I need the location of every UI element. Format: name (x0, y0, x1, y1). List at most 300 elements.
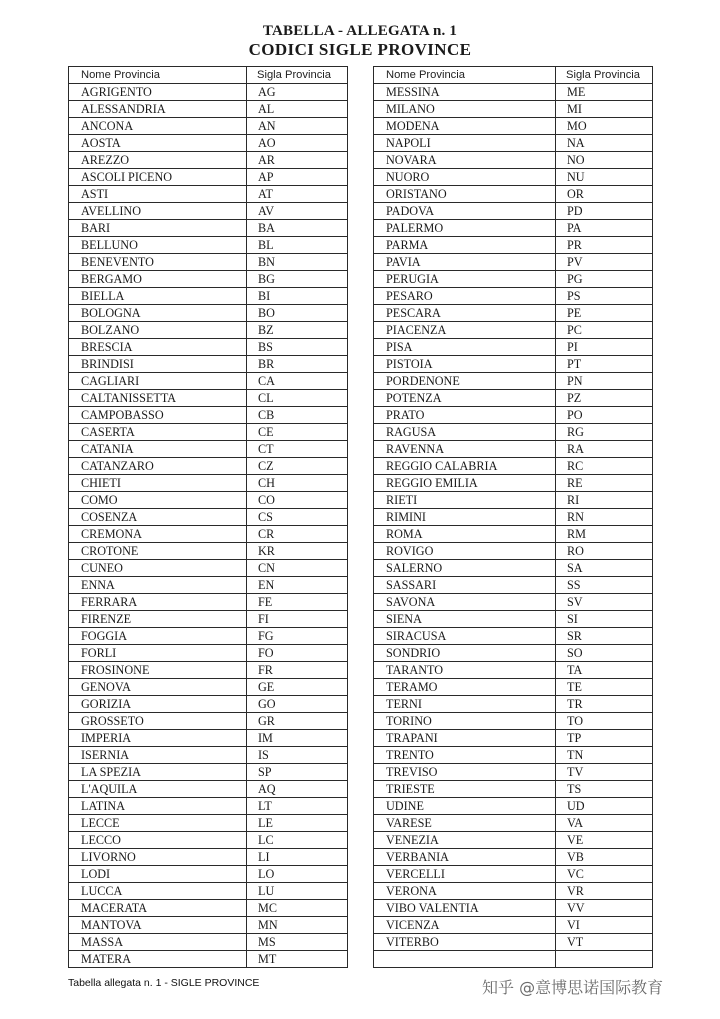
province-code-cell: PR (556, 237, 653, 254)
table-row (69, 628, 348, 645)
province-code-cell: RE (556, 475, 653, 492)
table-row (69, 135, 348, 152)
province-name-cell: PALERMO (374, 220, 556, 237)
province-code-cell: LO (247, 866, 348, 883)
table-row (69, 611, 348, 628)
province-name-cell: PAVIA (374, 254, 556, 271)
province-code-cell: VC (556, 866, 653, 883)
table-row (69, 764, 348, 781)
province-name-cell: PRATO (374, 407, 556, 424)
province-code-cell: IM (247, 730, 348, 747)
table-row (69, 492, 348, 509)
province-name-cell: FROSINONE (69, 662, 247, 679)
document-subtitle: CODICI SIGLE PROVINCE (248, 40, 472, 59)
province-name-cell: LIVORNO (69, 849, 247, 866)
province-code-cell: MI (556, 101, 653, 118)
province-name-cell: VENEZIA (374, 832, 556, 849)
province-code-cell: AR (247, 152, 348, 169)
province-name-cell: FERRARA (69, 594, 247, 611)
province-name-cell: NAPOLI (374, 135, 556, 152)
province-code-cell: AO (247, 135, 348, 152)
table-row (374, 730, 653, 747)
table-row (374, 492, 653, 509)
province-code-cell: MS (247, 934, 348, 951)
province-code-cell: SS (556, 577, 653, 594)
province-code-cell: CN (247, 560, 348, 577)
province-code-cell: RA (556, 441, 653, 458)
province-code-cell: MN (247, 917, 348, 934)
table-row (374, 407, 653, 424)
table-row (69, 577, 348, 594)
table-row (69, 356, 348, 373)
province-code-cell: BL (247, 237, 348, 254)
province-code-cell: PN (556, 373, 653, 390)
table-row (69, 271, 348, 288)
province-code-cell: NO (556, 152, 653, 169)
table-row (374, 645, 653, 662)
province-name-cell: UDINE (374, 798, 556, 815)
table-row (69, 747, 348, 764)
province-code-cell: BZ (247, 322, 348, 339)
province-code-cell: TP (556, 730, 653, 747)
table-row (69, 934, 348, 951)
province-name-cell (374, 951, 556, 968)
province-name-cell: BRINDISI (69, 356, 247, 373)
table-row (374, 628, 653, 645)
province-name-cell: ROVIGO (374, 543, 556, 560)
province-code-cell: SR (556, 628, 653, 645)
province-code-cell: LI (247, 849, 348, 866)
province-name-cell: COMO (69, 492, 247, 509)
province-code-cell: BN (247, 254, 348, 271)
province-name-cell: VIBO VALENTIA (374, 900, 556, 917)
table-row (69, 84, 348, 101)
table-row (374, 577, 653, 594)
table-row (69, 220, 348, 237)
table-row (69, 237, 348, 254)
table-header-row (374, 67, 653, 84)
province-code-cell: BA (247, 220, 348, 237)
table-row (69, 866, 348, 883)
table-row (69, 883, 348, 900)
province-name-cell: CREMONA (69, 526, 247, 543)
province-name-cell: MATERA (69, 951, 247, 968)
table-row (69, 645, 348, 662)
province-code-cell: CO (247, 492, 348, 509)
province-name-cell: CASERTA (69, 424, 247, 441)
province-table-left (68, 66, 348, 968)
province-name-cell: IMPERIA (69, 730, 247, 747)
table-row (69, 305, 348, 322)
table-row (69, 288, 348, 305)
table-row (374, 662, 653, 679)
province-name-cell: VERCELLI (374, 866, 556, 883)
header-province-code: Sigla Provincia (247, 67, 348, 84)
province-code-cell: CR (247, 526, 348, 543)
province-name-cell: BOLZANO (69, 322, 247, 339)
province-code-cell: TS (556, 781, 653, 798)
table-row (69, 458, 348, 475)
province-code-cell: FO (247, 645, 348, 662)
province-name-cell: CAGLIARI (69, 373, 247, 390)
province-code-cell: AP (247, 169, 348, 186)
province-name-cell: LODI (69, 866, 247, 883)
table-row (69, 798, 348, 815)
province-name-cell: VERONA (374, 883, 556, 900)
province-code-cell: RO (556, 543, 653, 560)
table-row (69, 118, 348, 135)
province-name-cell: CATANZARO (69, 458, 247, 475)
province-code-cell: NU (556, 169, 653, 186)
province-name-cell: TRIESTE (374, 781, 556, 798)
table-row (374, 594, 653, 611)
province-name-cell: SONDRIO (374, 645, 556, 662)
table-row (374, 118, 653, 135)
table-row (374, 322, 653, 339)
province-code-cell: PI (556, 339, 653, 356)
table-row (374, 271, 653, 288)
province-code-cell: PD (556, 203, 653, 220)
table-row (374, 526, 653, 543)
province-name-cell: AREZZO (69, 152, 247, 169)
table-row (69, 951, 348, 968)
table-row (374, 254, 653, 271)
province-name-cell: BARI (69, 220, 247, 237)
table-row (374, 679, 653, 696)
province-name-cell: PARMA (374, 237, 556, 254)
province-name-cell: SIENA (374, 611, 556, 628)
province-code-cell: LT (247, 798, 348, 815)
province-name-cell: RIETI (374, 492, 556, 509)
table-row (69, 322, 348, 339)
province-code-cell: AV (247, 203, 348, 220)
province-code-cell: UD (556, 798, 653, 815)
province-name-cell: AGRIGENTO (69, 84, 247, 101)
table-row (69, 560, 348, 577)
province-name-cell: PISA (374, 339, 556, 356)
province-name-cell: MODENA (374, 118, 556, 135)
province-code-cell: OR (556, 186, 653, 203)
table-row (374, 356, 653, 373)
table-row (374, 203, 653, 220)
province-name-cell: PESARO (374, 288, 556, 305)
header-province-name: Nome Provincia (374, 67, 556, 84)
table-row (374, 764, 653, 781)
table-row (69, 475, 348, 492)
province-name-cell: TRENTO (374, 747, 556, 764)
province-name-cell: VARESE (374, 815, 556, 832)
table-row (374, 339, 653, 356)
province-code-cell: PV (556, 254, 653, 271)
province-code-cell: VV (556, 900, 653, 917)
province-name-cell: RAVENNA (374, 441, 556, 458)
province-code-cell: MO (556, 118, 653, 135)
province-code-cell: CE (247, 424, 348, 441)
province-name-cell: BERGAMO (69, 271, 247, 288)
table-row (374, 475, 653, 492)
table-row (374, 152, 653, 169)
province-name-cell: LUCCA (69, 883, 247, 900)
province-code-cell: CB (247, 407, 348, 424)
table-row (374, 560, 653, 577)
province-name-cell: NOVARA (374, 152, 556, 169)
province-code-cell: BI (247, 288, 348, 305)
province-name-cell: PERUGIA (374, 271, 556, 288)
province-code-cell: SI (556, 611, 653, 628)
province-code-cell: EN (247, 577, 348, 594)
province-name-cell: ORISTANO (374, 186, 556, 203)
province-name-cell: TRAPANI (374, 730, 556, 747)
province-code-cell: TN (556, 747, 653, 764)
province-name-cell: PISTOIA (374, 356, 556, 373)
table-row (69, 526, 348, 543)
province-name-cell: TERAMO (374, 679, 556, 696)
table-row (69, 679, 348, 696)
province-name-cell: ASTI (69, 186, 247, 203)
table-row (374, 832, 653, 849)
province-code-cell: RN (556, 509, 653, 526)
table-row (69, 815, 348, 832)
province-code-cell: VB (556, 849, 653, 866)
table-row (374, 288, 653, 305)
province-code-cell: BS (247, 339, 348, 356)
province-name-cell: LATINA (69, 798, 247, 815)
province-name-cell: TREVISO (374, 764, 556, 781)
province-name-cell: BELLUNO (69, 237, 247, 254)
province-code-cell: AG (247, 84, 348, 101)
table-row (374, 305, 653, 322)
province-name-cell: AVELLINO (69, 203, 247, 220)
province-name-cell: MANTOVA (69, 917, 247, 934)
province-code-cell: VR (556, 883, 653, 900)
province-name-cell: LECCO (69, 832, 247, 849)
province-code-cell: BO (247, 305, 348, 322)
province-name-cell: FORLI (69, 645, 247, 662)
table-row (69, 101, 348, 118)
table-row (69, 203, 348, 220)
table-row (374, 237, 653, 254)
table-row (374, 713, 653, 730)
province-code-cell: AQ (247, 781, 348, 798)
province-name-cell: PADOVA (374, 203, 556, 220)
province-code-cell: RG (556, 424, 653, 441)
province-code-cell: CS (247, 509, 348, 526)
province-code-cell: KR (247, 543, 348, 560)
table-row (69, 373, 348, 390)
table-row (374, 458, 653, 475)
province-name-cell: FIRENZE (69, 611, 247, 628)
table-row (69, 713, 348, 730)
table-row (69, 781, 348, 798)
province-code-cell: PO (556, 407, 653, 424)
province-code-cell: RM (556, 526, 653, 543)
table-row (69, 169, 348, 186)
province-code-cell: GO (247, 696, 348, 713)
table-row (374, 900, 653, 917)
province-name-cell: L'AQUILA (69, 781, 247, 798)
province-code-cell: AT (247, 186, 348, 203)
province-code-cell: VT (556, 934, 653, 951)
province-name-cell: LA SPEZIA (69, 764, 247, 781)
province-code-cell: TE (556, 679, 653, 696)
province-code-cell: FE (247, 594, 348, 611)
table-row (69, 509, 348, 526)
province-name-cell: PESCARA (374, 305, 556, 322)
table-row (69, 696, 348, 713)
province-name-cell: BENEVENTO (69, 254, 247, 271)
province-name-cell: BOLOGNA (69, 305, 247, 322)
table-row (374, 747, 653, 764)
province-code-cell: MC (247, 900, 348, 917)
table-row (69, 390, 348, 407)
province-code-cell: LC (247, 832, 348, 849)
table-row (69, 849, 348, 866)
province-name-cell: REGGIO EMILIA (374, 475, 556, 492)
province-code-cell: TO (556, 713, 653, 730)
province-code-cell: PG (556, 271, 653, 288)
province-code-cell: VA (556, 815, 653, 832)
table-row (374, 84, 653, 101)
table-row (374, 917, 653, 934)
province-code-cell: FG (247, 628, 348, 645)
table-row (69, 730, 348, 747)
province-code-cell: PE (556, 305, 653, 322)
province-code-cell: RC (556, 458, 653, 475)
province-code-cell: RI (556, 492, 653, 509)
province-name-cell: SIRACUSA (374, 628, 556, 645)
province-code-cell: PZ (556, 390, 653, 407)
province-code-cell: AL (247, 101, 348, 118)
table-row (69, 152, 348, 169)
province-name-cell: CHIETI (69, 475, 247, 492)
province-code-cell: VI (556, 917, 653, 934)
province-code-cell: CA (247, 373, 348, 390)
table-row (69, 543, 348, 560)
table-row (374, 186, 653, 203)
province-code-cell: PC (556, 322, 653, 339)
province-code-cell: GE (247, 679, 348, 696)
province-code-cell (556, 951, 653, 968)
province-name-cell: POTENZA (374, 390, 556, 407)
table-row (69, 424, 348, 441)
province-name-cell: MASSA (69, 934, 247, 951)
province-table-right (373, 66, 653, 968)
table-row (69, 900, 348, 917)
province-name-cell: TERNI (374, 696, 556, 713)
table-row (374, 696, 653, 713)
header-province-name: Nome Provincia (69, 67, 247, 84)
table-row (69, 832, 348, 849)
province-name-cell: NUORO (374, 169, 556, 186)
province-code-cell: CL (247, 390, 348, 407)
table-row (374, 849, 653, 866)
province-code-cell: TR (556, 696, 653, 713)
province-code-cell: SP (247, 764, 348, 781)
footer-caption: Tabella allegata n. 1 - SIGLE PROVINCE (68, 977, 260, 989)
province-name-cell: GROSSETO (69, 713, 247, 730)
table-row (69, 186, 348, 203)
province-name-cell: ANCONA (69, 118, 247, 135)
province-name-cell: ISERNIA (69, 747, 247, 764)
province-name-cell: ALESSANDRIA (69, 101, 247, 118)
province-name-cell: RAGUSA (374, 424, 556, 441)
table-row (374, 543, 653, 560)
province-code-cell: VE (556, 832, 653, 849)
province-name-cell: BIELLA (69, 288, 247, 305)
table-row (69, 662, 348, 679)
province-code-cell: BR (247, 356, 348, 373)
province-name-cell: ENNA (69, 577, 247, 594)
province-code-cell: PA (556, 220, 653, 237)
header-province-code: Sigla Provincia (556, 67, 653, 84)
province-name-cell: VITERBO (374, 934, 556, 951)
province-name-cell: ASCOLI PICENO (69, 169, 247, 186)
province-code-cell: PS (556, 288, 653, 305)
province-code-cell: LE (247, 815, 348, 832)
table-row (374, 135, 653, 152)
table-row (69, 594, 348, 611)
table-header-row (69, 67, 348, 84)
table-row (374, 866, 653, 883)
province-code-cell: FR (247, 662, 348, 679)
document-title: TABELLA - ALLEGATA n. 1 (262, 23, 458, 39)
province-code-cell: SA (556, 560, 653, 577)
province-code-cell: SO (556, 645, 653, 662)
province-code-cell: PT (556, 356, 653, 373)
table-row (374, 798, 653, 815)
table-row (374, 509, 653, 526)
province-code-cell: AN (247, 118, 348, 135)
province-name-cell: GORIZIA (69, 696, 247, 713)
table-row (69, 254, 348, 271)
province-name-cell: SAVONA (374, 594, 556, 611)
province-code-cell: NA (556, 135, 653, 152)
watermark-text: 知乎 @意博思诺国际教育 (482, 978, 664, 997)
table-row (374, 373, 653, 390)
province-name-cell: REGGIO CALABRIA (374, 458, 556, 475)
province-name-cell: TORINO (374, 713, 556, 730)
table-row (69, 917, 348, 934)
province-code-cell: TA (556, 662, 653, 679)
province-name-cell: PORDENONE (374, 373, 556, 390)
province-name-cell: LECCE (69, 815, 247, 832)
province-code-cell: FI (247, 611, 348, 628)
table-row (69, 339, 348, 356)
table-row (374, 781, 653, 798)
table-row (374, 220, 653, 237)
province-name-cell: VICENZA (374, 917, 556, 934)
table-row (374, 390, 653, 407)
table-row (374, 441, 653, 458)
table-row (69, 441, 348, 458)
province-name-cell: FOGGIA (69, 628, 247, 645)
province-name-cell: SALERNO (374, 560, 556, 577)
province-name-cell: COSENZA (69, 509, 247, 526)
province-name-cell: CALTANISSETTA (69, 390, 247, 407)
table-row (69, 407, 348, 424)
province-name-cell: CROTONE (69, 543, 247, 560)
province-name-cell: VERBANIA (374, 849, 556, 866)
province-name-cell: MILANO (374, 101, 556, 118)
province-name-cell: CUNEO (69, 560, 247, 577)
province-code-cell: CZ (247, 458, 348, 475)
table-row (374, 424, 653, 441)
province-code-cell: GR (247, 713, 348, 730)
province-name-cell: GENOVA (69, 679, 247, 696)
province-name-cell: PIACENZA (374, 322, 556, 339)
table-row (374, 101, 653, 118)
table-row (374, 169, 653, 186)
